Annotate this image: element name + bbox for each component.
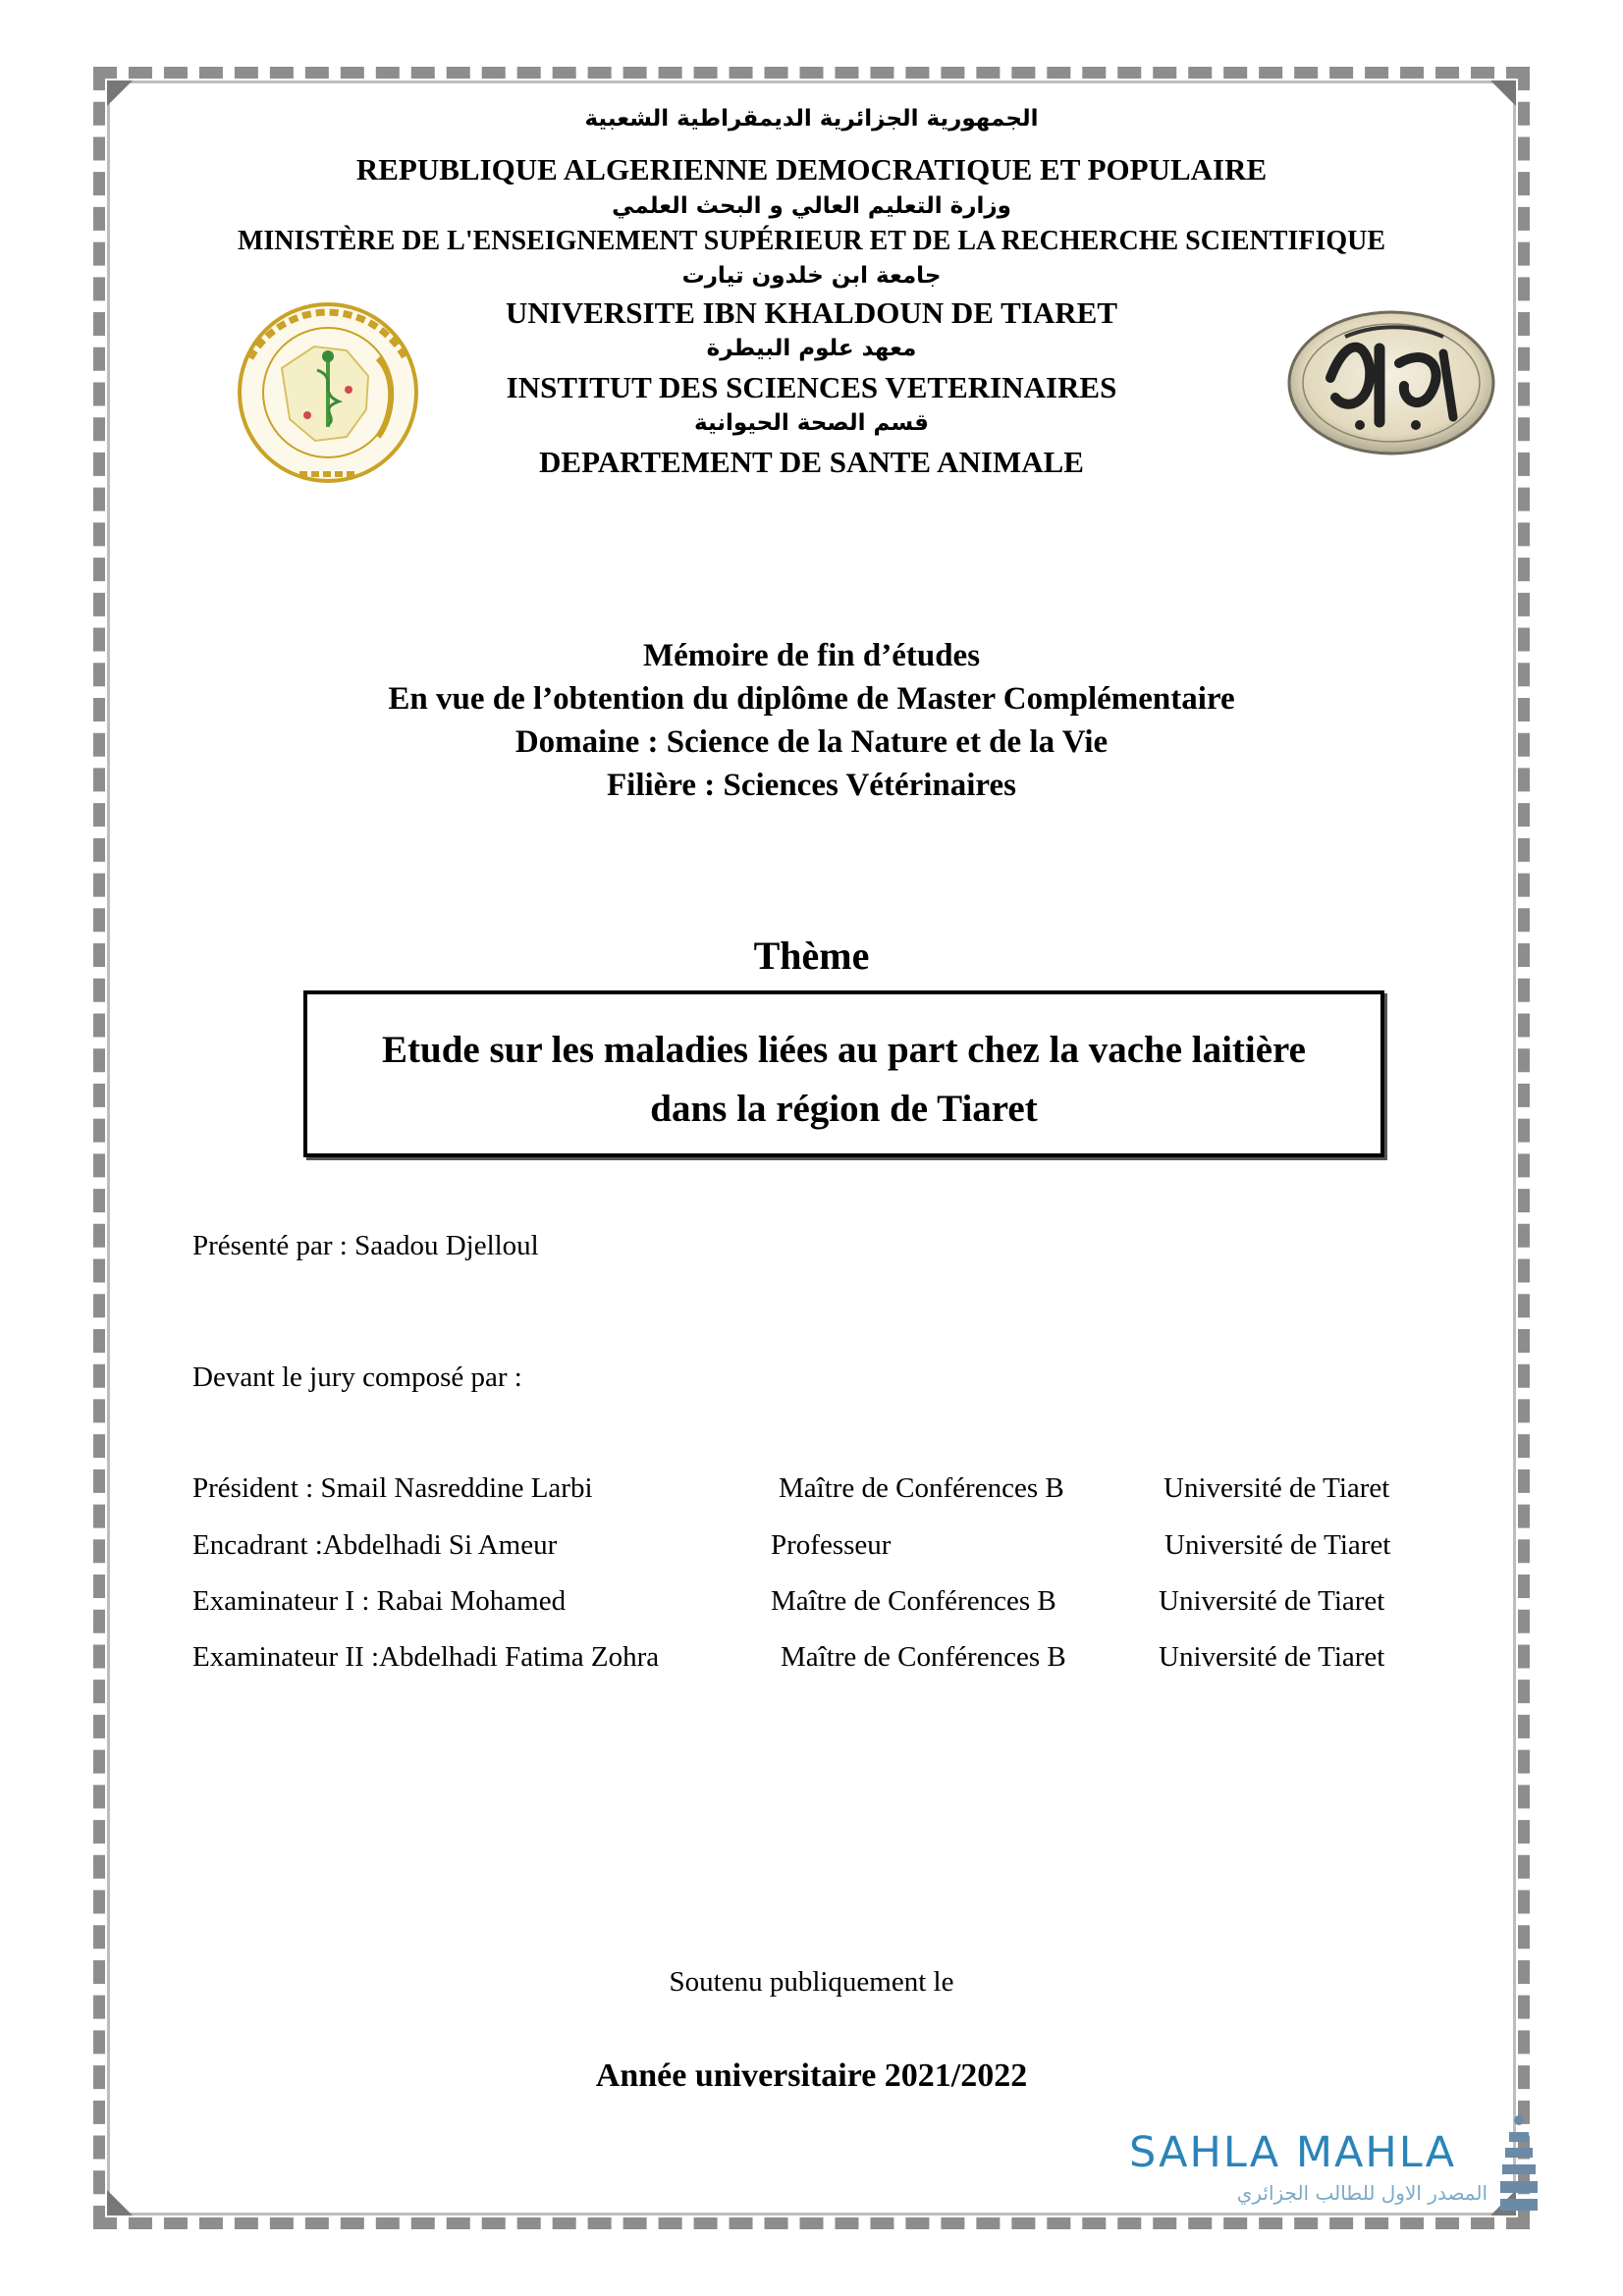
- theme-title: [303, 1021, 1384, 1139]
- header-fr-department: DEPARTEMENT DE SANTE ANIMALE: [539, 445, 1084, 479]
- institute-seal-logo: [231, 299, 425, 486]
- soutenu-line: Soutenu publiquement le: [669, 1966, 954, 1998]
- watermark-brand: SAHLA MAHLA: [1129, 2128, 1457, 2177]
- header-ar-ministry: وزارة التعليم العالي و البحث العلمي: [612, 193, 1011, 219]
- header-fr-institute: INSTITUT DES SCIENCES VETERINAIRES: [506, 370, 1117, 404]
- jury-grade: Maître de Conférences B: [771, 1585, 1056, 1617]
- jury-grade: Professeur: [771, 1529, 892, 1561]
- academic-year: Année universitaire 2021/2022: [595, 2057, 1028, 2094]
- header-fr-republic: REPUBLIQUE ALGERIENNE DEMOCRATIQUE ET POPULAIRE: [355, 152, 1268, 187]
- university-seal-logo: [1286, 309, 1497, 456]
- jury-grade: Maître de Conférences B: [779, 1472, 1064, 1504]
- jury-institution: Université de Tiaret: [1164, 1529, 1391, 1561]
- corner-ornament-top-left: [107, 80, 133, 106]
- watermark-tagline: المصدر الاول للطالب الجزائري: [1236, 2181, 1488, 2205]
- memoire-title: Mémoire de fin d’études: [642, 638, 981, 673]
- header-ar-republic: الجمهورية الجزائرية الديمقراطية الشعبية: [584, 106, 1039, 132]
- header-fr-ministry: MINISTÈRE DE L'ENSEIGNEMENT SUPÉRIEUR ET DE LA RECHERCHE SCIENTIFIQUE: [237, 226, 1386, 256]
- jury-intro: Devant le jury composé par :: [192, 1362, 522, 1393]
- jury-role: Examinateur I : Rabai Mohamed: [192, 1585, 567, 1617]
- jury-institution: Université de Tiaret: [1159, 1585, 1385, 1617]
- presented-by: Présenté par : Saadou Djelloul: [192, 1230, 539, 1261]
- header-ar-department: قسم الصحة الحيوانية: [694, 410, 929, 436]
- corner-ornament-bottom-left: [107, 2190, 133, 2216]
- header-ar-institute: معهد علوم البيطرة: [706, 336, 917, 361]
- memoire-diploma: En vue de l’obtention du diplôme de Master Complémentaire: [388, 681, 1235, 717]
- jury-role: Encadrant :Abdelhadi Si Ameur: [192, 1529, 558, 1561]
- theme-label: Thème: [753, 934, 870, 978]
- memoire-filiere: Filière : Sciences Vétérinaires: [607, 768, 1016, 803]
- watermark-logo-icon: [1497, 2110, 1542, 2218]
- theme-title-line-1: Etude sur les maladies liées au part chez la vache laitière: [382, 1029, 1306, 1071]
- jury-institution: Université de Tiaret: [1159, 1641, 1385, 1673]
- jury-role: Examinateur II :Abdelhadi Fatima Zohra: [192, 1641, 660, 1673]
- memoire-domain: Domaine : Science de la Nature et de la Vie: [514, 724, 1109, 760]
- jury-grade: Maître de Conférences B: [781, 1641, 1066, 1673]
- jury-role: Président : Smail Nasreddine Larbi: [192, 1472, 593, 1504]
- theme-title-line-2: dans la région de Tiaret: [650, 1088, 1038, 1130]
- corner-ornament-top-right: [1490, 80, 1516, 106]
- header-fr-university: UNIVERSITE IBN KHALDOUN DE TIARET: [505, 295, 1117, 330]
- header-ar-university: جامعة ابن خلدون تيارت: [681, 263, 942, 289]
- jury-institution: Université de Tiaret: [1163, 1472, 1390, 1504]
